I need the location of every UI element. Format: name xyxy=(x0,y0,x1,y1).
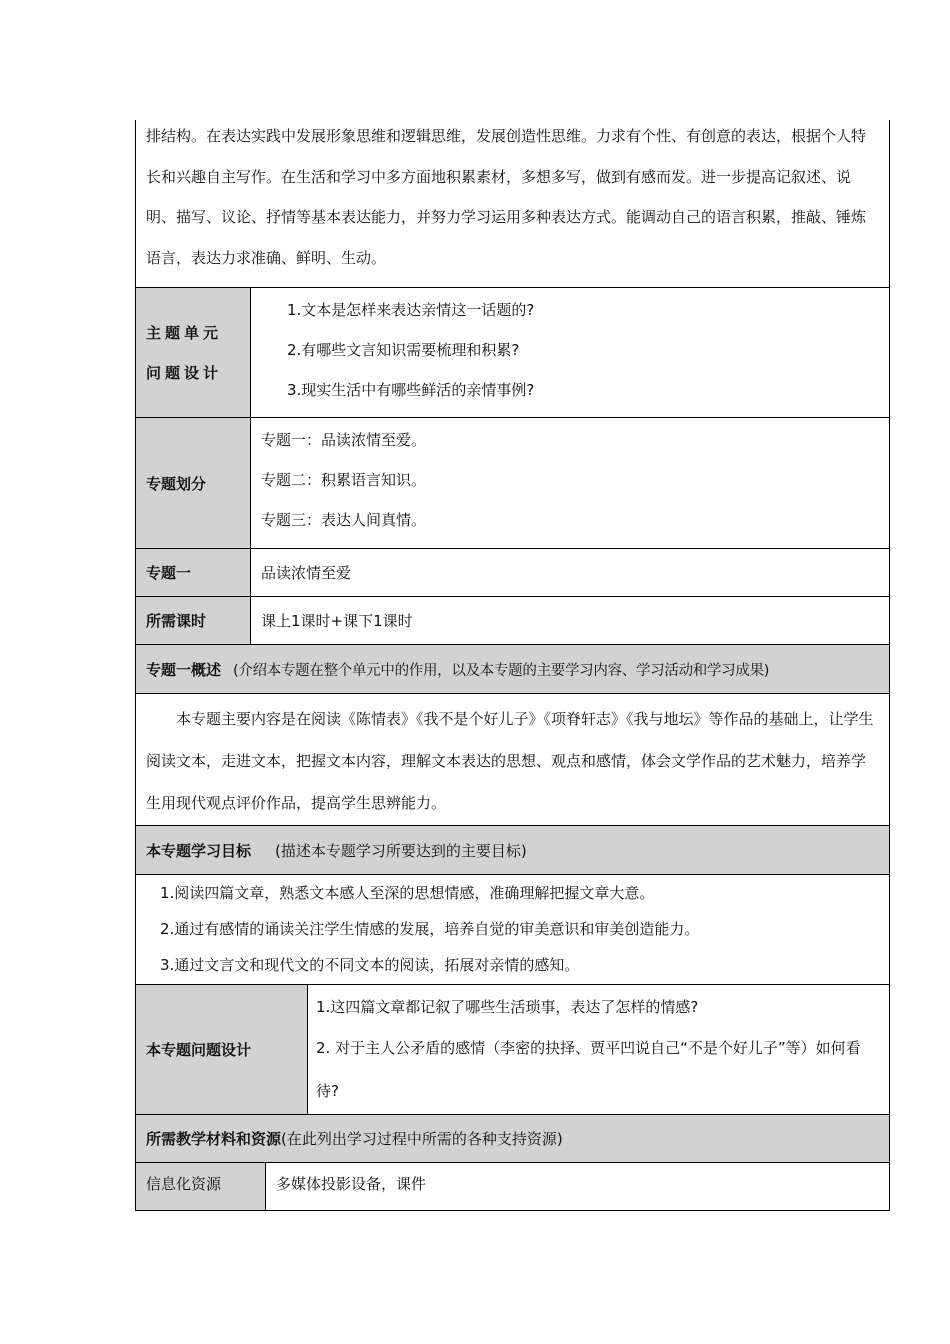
materials-label: 所需教学材料和资源 xyxy=(146,1130,282,1148)
materials-header-row xyxy=(135,1115,890,1163)
unit-question-2: 2.有哪些文言知识需要梳理和积累? xyxy=(287,341,520,359)
goals-header-row xyxy=(135,826,890,875)
topic-questions-label: 本专题问题设计 xyxy=(136,985,308,1114)
intro-cell xyxy=(136,120,889,287)
materials-header xyxy=(136,1115,889,1162)
unit-questions-list xyxy=(251,288,889,417)
it-resources-value: 多媒体投影设备，课件 xyxy=(276,1175,427,1193)
topic-item-1: 专题一：品读浓情至爱。 xyxy=(261,431,427,449)
unit-questions-label: 主题单元问题设计 xyxy=(136,288,251,417)
topic-one-value: 品读浓情至爱 xyxy=(261,564,352,582)
overview-text-row xyxy=(135,694,890,826)
topics-row xyxy=(135,418,890,549)
goals-list-row xyxy=(135,875,890,985)
overview-header xyxy=(136,645,889,693)
topic-item-3: 专题三：表达人间真情。 xyxy=(261,511,427,529)
unit-questions-row xyxy=(135,288,890,418)
goals-label: 本专题学习目标 xyxy=(146,841,252,860)
goals-hint: (描述本专题学习所要达到的主要目标) xyxy=(275,841,527,860)
topics-list xyxy=(251,418,889,548)
overview-text: 本专题主要内容是在阅读《陈情表》《我不是个好儿子》《项脊轩志》《我与地坛》等作品的基础上，让学生阅读文本，走进文本，把握文本内容，理解文本表达的思想、观点和感情，体会文学作品的艺术魅力，培养学生用现代观点评价作品，提高学生思辨能力。 xyxy=(146,710,874,812)
it-resources-label: 信息化资源 xyxy=(136,1163,266,1210)
topic-question-2: 2. 对于主人公矛盾的感情（李密的抉择、贾平凹说自己“不是个好儿子”等）如何看待? xyxy=(316,1039,861,1100)
topic-one-row xyxy=(135,549,890,597)
overview-hint: (介绍本专题在整个单元中的作用，以及本专题的主要学习内容、学习活动和学习成果) xyxy=(233,662,770,679)
goals-list xyxy=(136,875,889,984)
materials-hint: (在此列出学习过程中所需的各种支持资源) xyxy=(281,1130,563,1148)
unit-question-3: 3.现实生活中有哪些鲜活的亲情事例? xyxy=(287,381,535,399)
intro-paragraph: 排结构。在表达实践中发展形象思维和逻辑思维，发展创造性思维。力求有个性、有创意的表达，根据个人特长和兴趣自主写作。在生活和学习中多方面地积累素材，多想多写，做到有感而发。进一步提高记叙述、说明、描写、议论、抒情等基本表达能力，并努力学习运用多种表达方式。能调动自己的语言积累，推敲、锤炼语言，表达力求准确、鲜明、生动。 xyxy=(146,127,867,267)
overview-text-cell xyxy=(136,694,889,825)
overview-header-row xyxy=(135,645,890,694)
topic-question-1: 1.这四篇文章都记叙了哪些生活琐事，表达了怎样的情感? xyxy=(316,998,699,1016)
unit-question-1: 1.文本是怎样来表达亲情这一话题的? xyxy=(287,301,535,319)
hours-row xyxy=(135,597,890,645)
hours-value: 课上1课时+课下1课时 xyxy=(261,612,413,630)
topic-one-label: 专题一 xyxy=(136,549,251,596)
topic-questions-row xyxy=(135,985,890,1115)
goal-item-3: 3.通过文言文和现代文的不同文本的阅读，拓展对亲情的感知。 xyxy=(160,956,580,974)
topic-item-2: 专题二：积累语言知识。 xyxy=(261,471,427,489)
it-resources-row xyxy=(135,1163,890,1211)
topic-questions-list xyxy=(308,985,889,1114)
goal-item-2: 2.通过有感情的诵读关注学生情感的发展，培养自觉的审美意识和审美创造能力。 xyxy=(160,920,700,938)
lesson-plan-table xyxy=(135,120,890,1211)
hours-label: 所需课时 xyxy=(136,597,251,644)
intro-row xyxy=(135,120,890,288)
overview-label: 专题一概述 xyxy=(146,660,222,679)
topics-label: 专题划分 xyxy=(136,418,251,548)
goals-header xyxy=(136,826,889,874)
goal-item-1: 1.阅读四篇文章，熟悉文本感人至深的思想情感，准确理解把握文章大意。 xyxy=(160,884,655,902)
